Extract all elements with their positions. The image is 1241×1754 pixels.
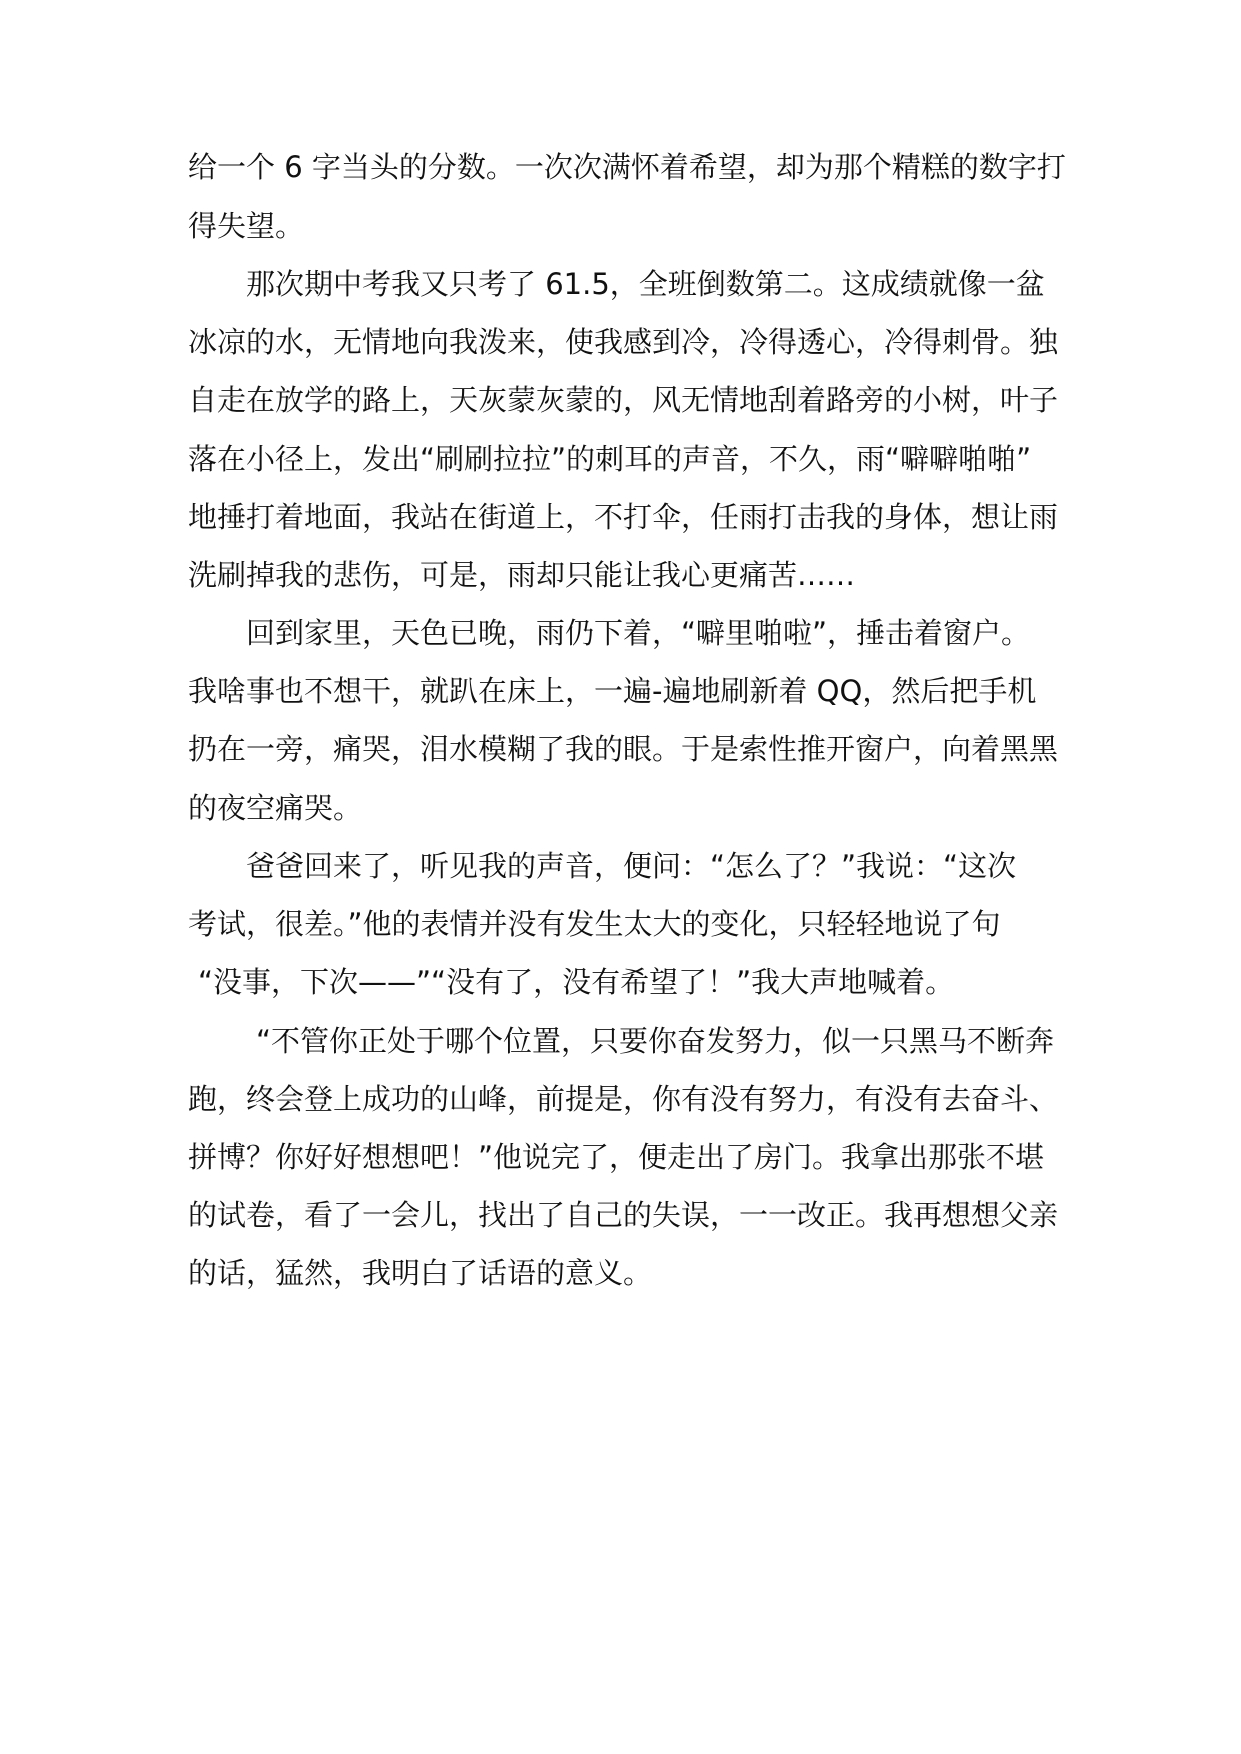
text-line: “不管你正处于哪个位置，只要你奋发努力，似一只黑马不断奔 — [256, 1024, 1055, 1058]
text-line: “没事，下次——”“没有了，没有希望了！”我大声地喊着。 — [198, 965, 955, 999]
text-line: 爸爸回来了，听见我的声音，便问：“怎么了？”我说：“这次 — [246, 849, 1017, 883]
text-line: 自走在放学的路上，天灰蒙灰蒙的，风无情地刮着路旁的小树，叶子 — [188, 383, 1059, 417]
text-line: 回到家里，天色已晚，雨仍下着，“噼里啪啦”，捶击着窗户。 — [246, 616, 1031, 650]
text-line: 考试，很差。”他的表情并没有发生太大的变化，只轻轻地说了句 — [188, 907, 1001, 941]
text-line: 拼博？你好好想想吧！”他说完了，便走出了房门。我拿出那张不堪 — [188, 1140, 1045, 1174]
text-line: 的试卷，看了一会儿，找出了自己的失误，一一改正。我再想想父亲 — [188, 1198, 1059, 1232]
text-line: 地捶打着地面，我站在街道上，不打伞，任雨打击我的身体，想让雨 — [188, 500, 1059, 534]
text-line: 扔在一旁，痛哭，泪水模糊了我的眼。于是索性推开窗户，向着黑黑 — [188, 732, 1059, 766]
text-line: 的话，猛然，我明白了话语的意义。 — [188, 1256, 653, 1290]
text-line: 冰凉的水，无情地向我泼来，使我感到冷，冷得透心，冷得刺骨。独 — [188, 325, 1059, 359]
text-line: 洗刷掉我的悲伤，可是，雨却只能让我心更痛苦…… — [188, 558, 856, 592]
text-line: 那次期中考我又只考了 61.5，全班倒数第二。这成绩就像一盆 — [246, 267, 1045, 301]
text-line: 得失望。 — [188, 209, 305, 243]
text-line: 的夜空痛哭。 — [188, 791, 363, 825]
text-line: 我啥事也不想干，就趴在床上，一遍-遍地刷新着 QQ，然后把手机 — [188, 674, 1037, 708]
text-line: 给一个 6 字当头的分数。一次次满怀着希望，却为那个精糕的数字打 — [188, 150, 1066, 184]
text-line: 落在小径上，发出“刷刷拉拉”的刺耳的声音，不久，雨“噼噼啪啪” — [188, 442, 1032, 476]
text-line: 跑，终会登上成功的山峰，前提是，你有没有努力，有没有去奋斗、 — [188, 1082, 1059, 1116]
